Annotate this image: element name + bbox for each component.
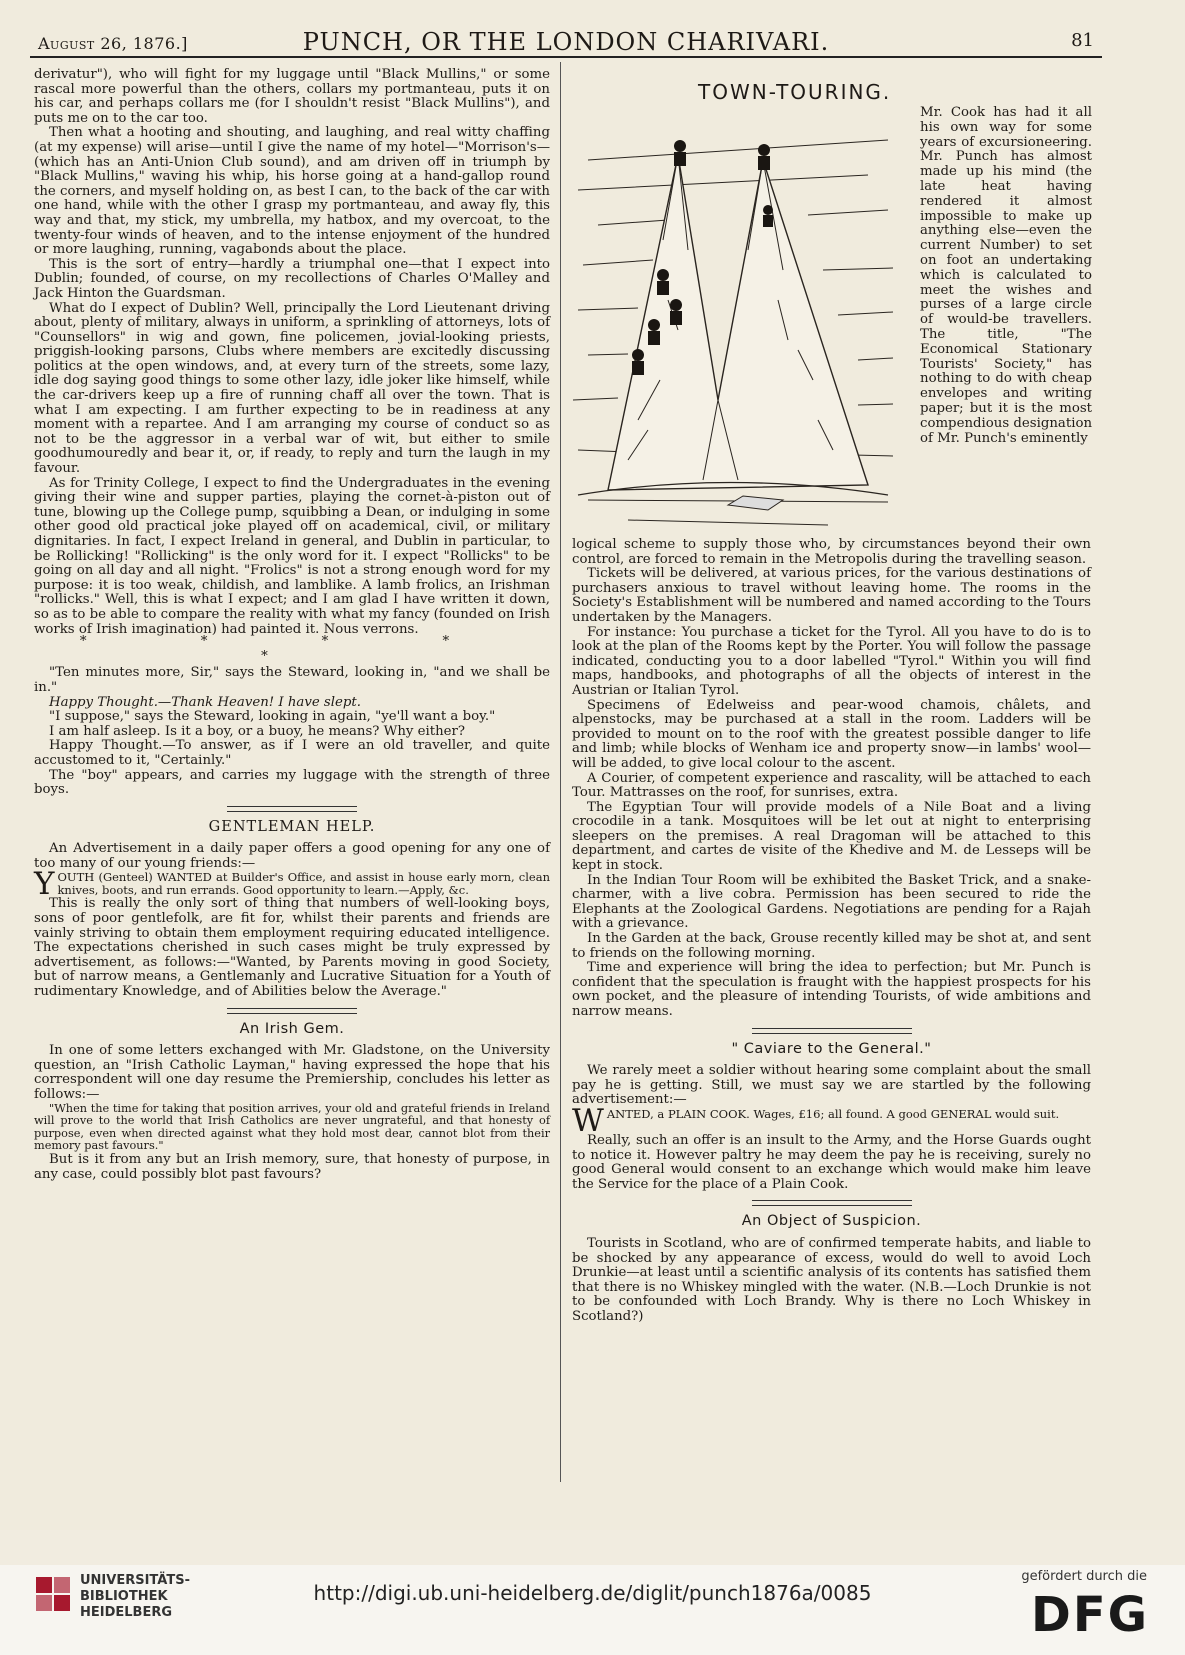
- masthead: [30, 28, 1102, 58]
- paragraph: But is it from any but an Irish memory, sure, that honesty of purpose, in any case, could possibly blot past favours?: [34, 1151, 550, 1182]
- letter-quote: "When the time for taking that position arrives, your old and grateful friends in Ireland will prove to the world that Irish Catholics are never ungrateful, and that honesty of purpose, even when directed against what they hold most dear, cannot blot from their memory past favours.": [34, 1101, 550, 1153]
- section-rule: [752, 1028, 912, 1034]
- library-name-line: BIBLIOTHEK: [80, 1589, 168, 1604]
- paragraph: logical scheme to supply those who, by circumstances beyond their own control, are forced to remain in the Metropolis during the travelling season.: [572, 537, 1091, 567]
- article-heading: An Irish Gem.: [239, 1020, 345, 1037]
- paragraph: Happy Thought.—Thank Heaven! I have slept.: [49, 694, 361, 710]
- paragraph: Mr. Cook has had it all his own way for some years of excursioneering. Mr. Punch has almost made up his mind (the late heat having rendered it almost impossible to make up anything else—even the current Number) to set on foot an undertaking which is calculated to meet the wishes and purses of a large circle of would-be travellers. The title, "The Economical Stationary Tourists' Society," has nothing to do with cheap envelopes and writing paper; but it is the most compendious designation of Mr. Punch's eminently: [920, 105, 1093, 446]
- page-number: 81: [1071, 30, 1094, 51]
- paragraph: "Ten minutes more, Sir," says the Steward, looking in, "and we shall be in.": [34, 665, 550, 695]
- paragraph: "I suppose," says the Steward, looking in again, "ye'll want a boy.": [49, 709, 496, 725]
- section-rule: [227, 1008, 357, 1014]
- library-name-line: HEIDELBERG: [80, 1605, 173, 1620]
- paragraph: Really, such an offer is an insult to the Army, and the Horse Guards ought to notice it. However paltry he may deem the pay he is receiving, surely no good General would consent to an exchange which would make him leave the Service for the place of a Plain Cook.: [572, 1132, 1091, 1192]
- section-rule: [227, 806, 357, 812]
- publication-title: PUNCH, OR THE LONDON CHARIVARI.: [302, 28, 830, 56]
- section-rule: [752, 1200, 912, 1206]
- paragraph: Then what a hooting and shouting, and laughing, and real witty chaffing (at my expense) will arise—until I give the name of my hotel—"Morrison's—(which has an Anti-Union Club sound), and am driven off in triumph by "Black Mullins," waving his whip, his horse going at a hand-gallop round the corners, and myself holding on, as best I can, to the back of the car with one hand, while with the other I grasp my portmanteau, and away fly, this way and that, my stick, my umbrella, my hatbox, and my overcoat, to the twenty-four winds of heaven, and to the intense enjoyment of the hundred or more laughing, running, vagabonds about the place.: [34, 125, 550, 258]
- issue-date: August 26, 1876.]: [38, 34, 188, 53]
- advertisement-text: OUTH (Genteel) WANTED at Builder's Office, and assist in house early morn, clean knives, boots, and run errands. Good opportunity to learn.—Apply, &c.: [57, 870, 550, 898]
- digitization-footer: [0, 1565, 1185, 1655]
- right-column: [572, 538, 1091, 1325]
- drop-initial: Y: [34, 866, 55, 903]
- paragraph: For instance: You purchase a ticket for the Tyrol. All you have to do is to look at the plan of the Rooms kept by the Porter. You will follow the passage indicated, conducting you to a door labelled "Tyrol." Within you will find maps, handbooks, and photographs of all the objects of interest in the Austrian or Italian Tyrol.: [572, 624, 1091, 698]
- section-stars: * * * * *: [79, 634, 505, 664]
- paragraph: In the Garden at the back, Grouse recently killed may be shot at, and sent to friends on the following morning.: [572, 931, 1091, 961]
- advertisement-quote: [572, 1102, 1091, 1139]
- paragraph: I am half asleep. Is it a boy, or a buoy, he means? Why either?: [49, 723, 466, 739]
- paragraph: Tourists in Scotland, who are of confirmed temperate habits, and liable to be shocked by any appearance of excess, would do well to avoid Loch Drunkie—at least until a scientific analysis of its contents has satisfied them that there is no Whiskey mingled with the water. (N.B.—Loch Drunkie is not to be confounded with Loch Brandy. Why is there no Loch Whiskey in Scotland?): [572, 1235, 1091, 1324]
- paragraph: In one of some letters exchanged with Mr. Gladstone, on the University question, an "Irish Catholic Layman," having expressed the hope that his correspondent will one day resume the Premiership, concludes his letter as follows:—: [34, 1043, 550, 1102]
- paragraph: This is the sort of entry—hardly a triumphal one—that I expect into Dublin; founded, of course, on my recollections of Charles O'Malley and Jack Hinton the Guardsman.: [34, 256, 550, 301]
- source-url-link[interactable]: http://digi.ub.uni-heidelberg.de/diglit/punch1876a/0085: [313, 1581, 872, 1605]
- paragraph: Time and experience will bring the idea to perfection; but Mr. Punch is confident that the speculation is fraught with the happiest prospects for his own pocket, and the pleasure of intending Tourists, of wide ambitions and narrow means.: [572, 960, 1091, 1019]
- paragraph: We rarely meet a soldier without hearing some complaint about the small pay he is getting. Still, we must say we are startled by the following advertisement:—: [572, 1063, 1091, 1108]
- mountain-illustration: [568, 100, 898, 540]
- drop-initial: W: [572, 1102, 604, 1139]
- paragraph: Tickets will be delivered, at various prices, for the various destinations of purchasers anxious to travel without leaving home. The rooms in the Society's Establishment will be numbered and named according to the Tours undertaken by the Managers.: [572, 566, 1091, 625]
- paragraph: Specimens of Edelweiss and pear-wood chamois, châlets, and alpenstocks, may be purchased at a stall in the room. Ladders will be provided to mount on to the roof with the greatest possible danger to life and limb; while blocks of Wenham ice and property snow—in lambs' wool—will be added, to give local colour to the ascent.: [572, 697, 1091, 771]
- paragraph: An Advertisement in a daily paper offers a good opening for any one of too many of our young friends:—: [34, 841, 550, 871]
- paragraph: This is really the only sort of thing that numbers of well-looking boys, sons of poor gentlefolk, are fit for, whilst their parents and friends are vainly striving to obtain them employment requiring educated intelligence. The expectations cherished in such cases might be truly expressed by advertisement, as follows:—"Wanted, by Parents moving in good Society, but of narrow means, a Gentlemanly and Lucrative Situation for a Youth of rudimentary Knowledge, and of Abilities below the Average.": [34, 896, 550, 1000]
- column-divider: [560, 62, 561, 1482]
- paragraph: The "boy" appears, and carries my luggage with the strength of three boys.: [34, 767, 550, 798]
- paragraph: Happy Thought.—To answer, as if I were an old traveller, and quite accustomed to it, "Certainly.": [34, 738, 550, 768]
- paragraph: derivatur"), who will fight for my luggage until "Black Mullins," or some rascal more powerful than the others, collars my portmanteau, puts it on his car, and perhaps collars me (for I shouldn't resist "Black Mullins"), and puts me on to the car too.: [34, 67, 550, 126]
- paragraph: The Egyptian Tour will provide models of a Nile Boat and a living crocodile in a tank. Mosquitoes will be let out at night to enterprising sleepers on the premises. A real Dragoman will be attached to this department, and cartes de visite of the Khedive and M. de Lesseps will be kept in stock.: [572, 799, 1091, 874]
- article-intro: [920, 106, 1092, 446]
- paragraph: A Courier, of competent experience and rascality, will be attached to each Tour. Mattrasses on the roof, for sunrises, extra.: [572, 770, 1091, 801]
- library-name-line: UNIVERSITÄTS-: [80, 1573, 190, 1588]
- article-heading: GENTLEMAN HELP.: [208, 818, 376, 835]
- paragraph: In the Indian Tour Room will be exhibited the Basket Trick, and a snake-charmer, with a live cobra. Permission has been secured to ride the Elephants at the Zoological Gardens. Negotiations are pending for a Rajah with a grievance.: [572, 872, 1091, 932]
- article-heading: " Caviare to the General.": [731, 1040, 932, 1057]
- advertisement-quote: [34, 866, 550, 903]
- paragraph: As for Trinity College, I expect to find the Undergraduates in the evening giving their wine and supper parties, playing the cornet-à-piston out of tune, blowing up the College pump, squibbing a Dean, or indulging in some other good old practical joke played off on academical, civil, or military dignitaries. In fact, I expect Ireland in general, and Dublin in particular, to be Rollicking! "Rollicking" is the only word for it. I expect "Rollicks" to be going on all day and all night. "Frolics" is not a strong enough word for my purpose: it is too weak, childish, and lamblike. A lamb frolics, an Irishman "rollicks." Well, this is what I expect; and I am glad I have written it down, so as to be able to compare the reality with what my fancy (founded on Irish works of Irish imagination) had painted it. Nous verrons.: [34, 475, 550, 637]
- dfg-logo: DFG: [1030, 1587, 1149, 1643]
- advertisement-text: ANTED, a PLAIN COOK. Wages, £16; all found. A good GENERAL would suit.: [606, 1106, 1060, 1121]
- article-heading: An Object of Suspicion.: [741, 1213, 922, 1230]
- left-column: [34, 68, 550, 1182]
- paragraph: What do I expect of Dublin? Well, principally the Lord Lieutenant driving about, plenty of military, always in uniform, a sprinkling of attorneys, lots of "Counsellors" in wig and gown, fine policemen, jovial-looking priests, priggish-looking parsons, Clubs where members are excitedly discussing politics at the open windows, and, at every turn of the streets, some lazy, idle dog saying good things to some other lazy, idle joker like himself, while the car-drivers keep up a fire of running chaff all over the town. That is what I am expecting. I am further expecting to be in readiness at any moment with a repartee. And I am arranging my course of conduct so as not to be the aggressor in a verbal war of wit, but either to smile goodhumouredly and bear it, or, if ready, to reply and turn the laugh in my favour.: [34, 300, 550, 477]
- article-title: TOWN-TOURING.: [698, 80, 892, 104]
- funding-caption: gefördert durch die: [1021, 1569, 1147, 1584]
